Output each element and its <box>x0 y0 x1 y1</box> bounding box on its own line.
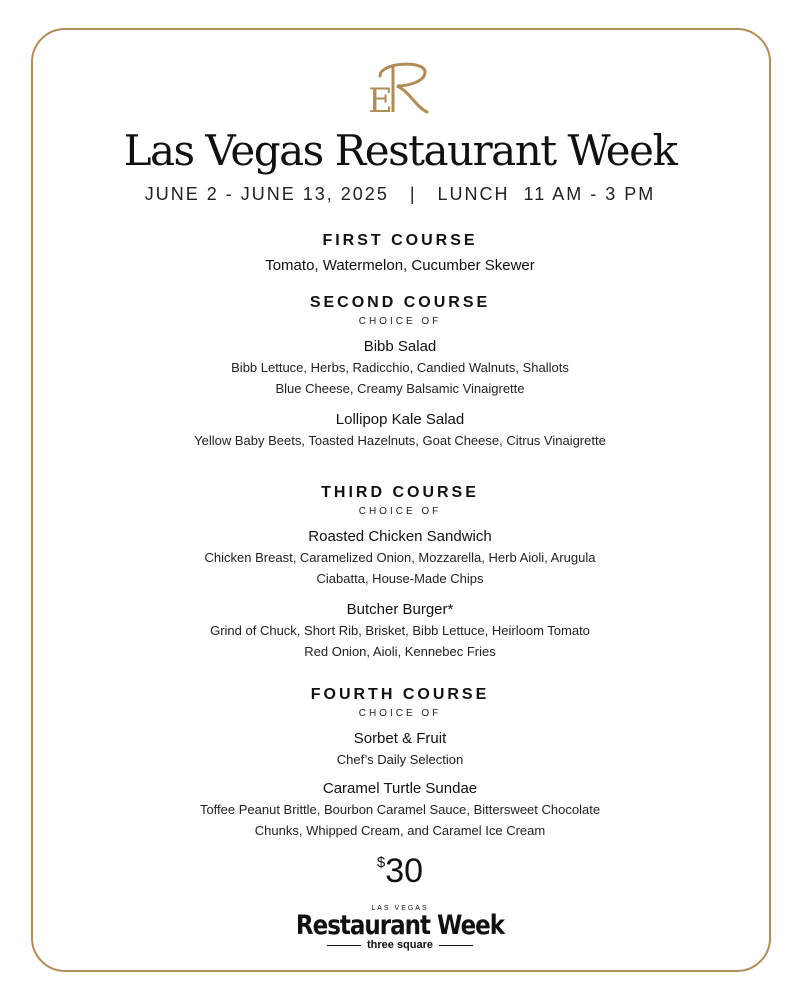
dish-desc: Ciabatta, House-Made Chips <box>316 571 484 586</box>
dish-desc: Bibb Lettuce, Herbs, Radicchio, Candied Walnuts, Shallots <box>231 360 569 375</box>
logo-rule <box>439 945 473 946</box>
dish-name: Bibb Salad <box>363 338 437 355</box>
page-title: Las Vegas Restaurant Week <box>123 126 677 175</box>
dish-desc: Chunks, Whipped Cream, and Caramel Ice Cream <box>254 823 546 838</box>
dish-desc: Blue Cheese, Creamy Balsamic Vinaigrette <box>275 381 525 396</box>
dish-name: Tomato, Watermelon, Cucumber Skewer <box>265 257 535 274</box>
dish-desc: Chef’s Daily Selection <box>336 752 464 767</box>
dish-name: Sorbet & Fruit <box>353 730 447 747</box>
course-first <box>0 231 800 276</box>
dish-desc: Red Onion, Aioli, Kennebec Fries <box>304 644 496 659</box>
dish-desc: Toffee Peanut Brittle, Bourbon Caramel Sauce, Bittersweet Chocolate <box>199 802 601 817</box>
dish-name: Caramel Turtle Sundae <box>322 780 478 797</box>
date-time-line: JUNE 2 - JUNE 13, 2025 | LUNCH 11 AM - 3 PM <box>144 184 656 204</box>
choice-label: CHOICE OF <box>358 316 442 327</box>
dish-desc: Grind of Chuck, Short Rib, Brisket, Bibb Lettuce, Heirloom Tomato <box>210 623 590 638</box>
dish-name: Roasted Chicken Sandwich <box>308 528 492 545</box>
choice-label: CHOICE OF <box>358 708 442 719</box>
choice-label: CHOICE OF <box>358 506 442 517</box>
course-heading: THIRD COURSE <box>321 484 479 501</box>
er-monogram-icon <box>0 56 800 118</box>
course-heading: SECOND COURSE <box>309 294 491 311</box>
logo-tagline: three square <box>366 939 434 951</box>
course-fourth <box>0 685 800 841</box>
svg-text:E: E <box>368 81 393 118</box>
course-heading: FIRST COURSE <box>322 232 478 249</box>
course-second <box>0 293 800 451</box>
dish-name: Lollipop Kale Salad <box>335 411 465 428</box>
course-heading: FOURTH COURSE <box>310 686 490 703</box>
restaurant-week-logo <box>0 905 800 951</box>
course-third <box>0 483 800 662</box>
price-amount: 30 <box>385 852 424 890</box>
dish-name: Butcher Burger* <box>346 601 454 618</box>
logo-wordmark: Restaurant Week <box>295 911 505 941</box>
dish-desc: Yellow Baby Beets, Toasted Hazelnuts, Goat Cheese, Citrus Vinaigrette <box>194 433 606 448</box>
logo-city: LAS VEGAS <box>371 905 429 912</box>
price-currency: $ <box>376 854 386 871</box>
dish-desc: Chicken Breast, Caramelized Onion, Mozzarella, Herb Aioli, Arugula <box>204 550 596 565</box>
price <box>0 852 800 891</box>
logo-rule <box>327 945 361 946</box>
